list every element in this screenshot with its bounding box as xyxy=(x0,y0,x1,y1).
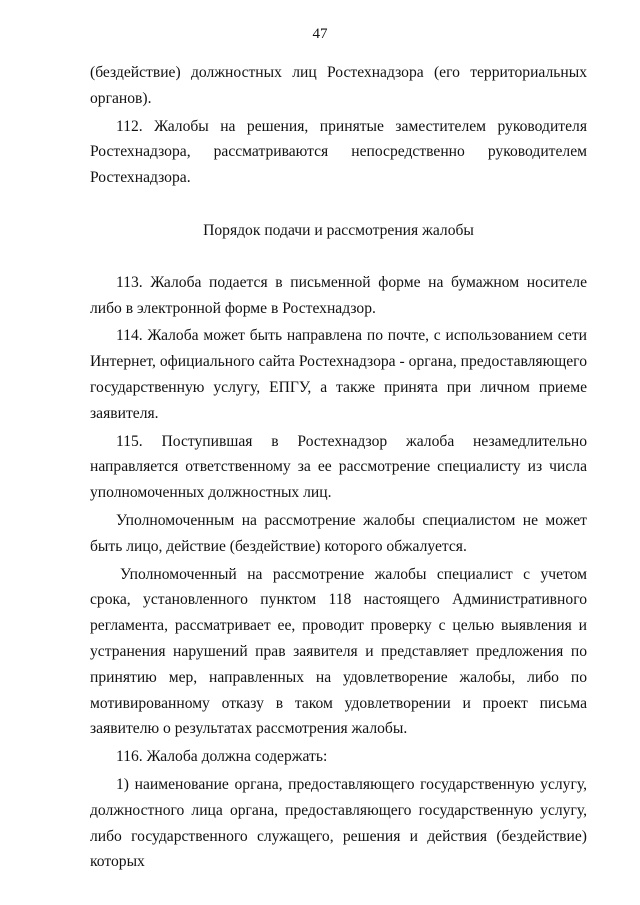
list-item-1: 1) наименование органа, предоставляющего государственную услугу, должностного лица органа, предоставляющего государственную услугу, либо государственного служащего, решения и действия (бездействие) которых xyxy=(90,775,587,871)
paragraph-115: 115. Поступившая в Ростехнадзор жалоба незамедлительно направляется ответственному за ее рассмотрение специалисту из числа уполномоченных должностных лиц. xyxy=(90,432,587,502)
page-body xyxy=(90,60,587,875)
paragraph-continuation: (бездействие) должностных лиц Ростехнадзора (его территориальных органов). xyxy=(90,64,587,107)
paragraph-113: 113. Жалоба подается в письменной форме на бумажном носителе либо в электронной форме в Ростехнадзор. xyxy=(90,273,587,317)
paragraph-authorized-review: Уполномоченный на рассмотрение жалобы специалист с учетом срока, установленного пунктом 118 настоящего Административного регламента, рассматривает ее, проводит проверку с целью выявления и устранения нарушений прав заявителя и представляет предложения по принятию мер, направленных на удовлетворение жалобы, либо по мотивированному отказу в таком удовлетворении и проект письма заявителю о результатах рассмотрения жалобы. xyxy=(90,565,587,738)
paragraph-authorized-restriction: Уполномоченным на рассмотрение жалобы специалистом не может быть лицо, действие (бездействие) которого обжалуется. xyxy=(90,511,587,555)
paragraph-114: 114. Жалоба может быть направлена по почте, с использованием сети Интернет, официального сайта Ростехнадзора - органа, предоставляющего государственную услугу, ЕПГУ, а также принята при личном приеме заявителя. xyxy=(90,327,587,422)
section-heading: Порядок подачи и рассмотрения жалобы xyxy=(203,221,474,239)
page-number: 47 xyxy=(312,26,328,42)
paragraph-112: 112. Жалобы на решения, принятые заместителем руководителя Ростехнадзора, рассматриваются непосредственно руководителем Ростехнадзора. xyxy=(90,117,587,187)
paragraph-116: 116. Жалоба должна содержать: xyxy=(116,748,328,766)
